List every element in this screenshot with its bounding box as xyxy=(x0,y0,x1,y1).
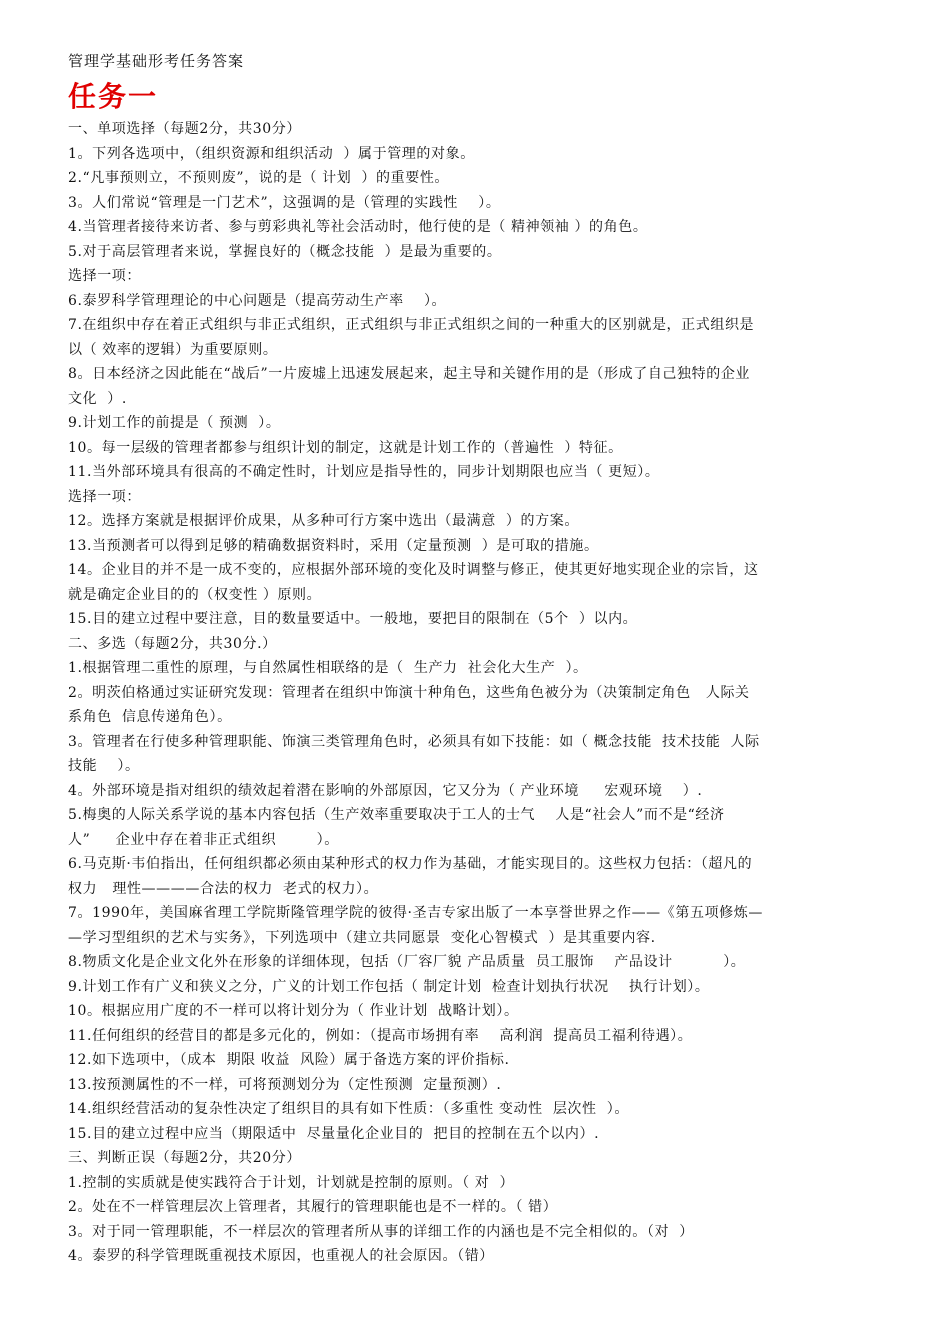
text-line: 12.如下选项中，（成本 期限 收益 风险）属于备选方案的评价指标. xyxy=(68,1052,510,1068)
text-line: 13.当预测者可以得到足够的精确数据资料时，采用（定量预测 ）是可取的措施。 xyxy=(68,537,599,554)
text-line: 8.物质文化是企业文化外在形象的详细体现，包括（厂容厂貌 产品质量 员工服饰 产品设计 ）。 xyxy=(68,954,746,970)
text-line: 14。企业目的并不是一成不变的，应根据外部环境的变化及时调整与修正，使其更好地实现企业的宗旨，这 xyxy=(68,562,759,578)
text-line: 系角色 信息传递角色）。 xyxy=(68,709,232,725)
text-line: 12。选择方案就是根据评价成果，从多种可行方案中选出（最满意 ）的方案。 xyxy=(68,513,579,529)
text-line: 4。泰罗的科学管理既重视技术原因，也重视人的社会原因。（错） xyxy=(68,1248,494,1264)
text-line: 9.计划工作有广义和狭义之分，广义的计划工作包括（ 制定计划 检查计划执行状况 执行计划）。 xyxy=(68,978,710,995)
text-line: 选择一项： xyxy=(68,488,141,505)
text-line: 6.泰罗科学管理理论的中心问题是（提高劳动生产率 ）。 xyxy=(68,292,447,309)
text-line: —学习型组织的艺术与实务》，下列选项中（建立共同愿景 变化心智模式 ）是其重要内容. xyxy=(68,929,656,946)
text-line: 1.根据管理二重性的原理，与自然属性相联络的是（ 生产力 社会化大生产 ）。 xyxy=(68,660,588,676)
text-line: 2。明茨伯格通过实证研究发现：管理者在组织中饰演十种角色，这些角色被分为（决策制定角色 人际关 xyxy=(68,684,750,701)
text-line: 二、多选（每题2分，共30分.） xyxy=(68,635,277,652)
text-line: 15.目的建立过程中要注意，目的数量要适中。一般地，要把目的限制在（5个 ）以内。 xyxy=(68,611,638,627)
text-line: 5.对于高层管理者来说，掌握良好的（概念技能 ）是最为重要的。 xyxy=(68,243,502,260)
text-line: 4。外部环境是指对组织的绩效起着潜在影响的外部原因，它又分为（ 产业环境 宏观环境 ）. xyxy=(68,782,703,799)
text-line: 权力 理性————合法的权力 老式的权力）。 xyxy=(68,880,379,897)
text-line: 三、判断正误（每题2分，共20分） xyxy=(68,1150,301,1166)
document-title: 管理学基础形考任务答案 xyxy=(68,52,245,70)
text-line: 13.按预测属性的不一样，可将预测划分为（定性预测 定量预测）. xyxy=(68,1076,502,1093)
text-line: 11.当外部环境具有很高的不确定性时，计划应是指导性的，同步计划期限也应当（ 更短）。 xyxy=(68,464,660,480)
text-line: 6.马克斯·韦伯指出，任何组织都必须由某种形式的权力作为基础，才能实现目的。这些权力包括：（超凡的 xyxy=(68,856,753,872)
text-line: 3。管理者在行使多种管理职能、饰演三类管理角色时，必须具有如下技能：如（ 概念技能 技术技能 人际 xyxy=(68,733,760,750)
text-line: 人” 企业中存在着非正式组织 ）。 xyxy=(68,831,339,848)
text-line: 14.组织经营活动的复杂性决定了组织目的具有如下性质：（多重性 变动性 层次性 ）。 xyxy=(68,1101,629,1117)
text-line: 10。每一层级的管理者都参与组织计划的制定，这就是计划工作的（普遍性 ）特征。 xyxy=(68,439,623,456)
text-line: 5.梅奥的人际关系学说的基本内容包括（生产效率重要取决于工人的士气 人是“社会人”而不是“经济 xyxy=(68,807,725,823)
text-line: 11.任何组织的经营目的都是多元化的，例如：（提高市场拥有率 高利润 提高员工福利待遇）。 xyxy=(68,1027,693,1044)
text-line: 7.在组织中存在着正式组织与非正式组织，正式组织与非正式组织之间的一种重大的区别就是，正式组织是 xyxy=(68,317,755,333)
task-heading: 任务一 xyxy=(68,80,159,113)
text-line: 15.目的建立过程中应当（期限适中 尽量量化企业目的 把目的控制在五个以内）. xyxy=(68,1125,600,1142)
text-line: 技能 ）。 xyxy=(68,758,140,774)
text-line: 以（ 效率的逻辑）为重要原则。 xyxy=(68,341,278,358)
text-line: 选择一项： xyxy=(68,268,141,284)
text-line: 1.控制的实质就是使实践符合于计划，计划就是控制的原则。（ 对 ） xyxy=(68,1174,515,1191)
text-line: 7。1990年，美国麻省理工学院斯隆管理学院的彼得·圣吉专家出版了一本享誉世界之作——《第五项修炼— xyxy=(68,905,763,921)
text-line: 2.“凡事预则立，不预则废”，说的是（ 计划 ）的重要性。 xyxy=(68,170,450,186)
text-line: 4.当管理者接待来访者、参与剪彩典礼等社会活动时，他行使的是（ 精神领袖 ）的角色。 xyxy=(68,219,648,235)
text-line: 就是确定企业目的的（权变性 ）原则。 xyxy=(68,586,322,603)
text-line: 一、单项选择（每题2分，共30分） xyxy=(68,121,301,137)
text-line: 9.计划工作的前提是（ 预测 ）。 xyxy=(68,415,281,431)
answer-lines xyxy=(68,117,880,1269)
text-line: 3。对于同一管理职能，不一样层次的管理者所从事的详细工作的内涵也是不完全相似的。（对 ） xyxy=(68,1223,694,1240)
text-line: 10。根据应用广度的不一样可以将计划分为（ 作业计划 战略计划）。 xyxy=(68,1003,519,1019)
text-line: 8。日本经济之因此能在“战后”一片废墟上迅速发展起来，起主导和关键作用的是（形成了自己独特的企业 xyxy=(68,366,751,382)
text-line: 1。下列各选项中，（组织资源和组织活动 ）属于管理的对象。 xyxy=(68,145,475,162)
text-line: 文化 ）. xyxy=(68,390,127,407)
text-line: 2。处在不一样管理层次上管理者，其履行的管理职能也是不一样的。（ 错） xyxy=(68,1199,558,1215)
text-line: 3。人们常说“管理是一门艺术”，这强调的是（管理的实践性 ）。 xyxy=(68,194,501,211)
document-page xyxy=(68,50,880,1269)
